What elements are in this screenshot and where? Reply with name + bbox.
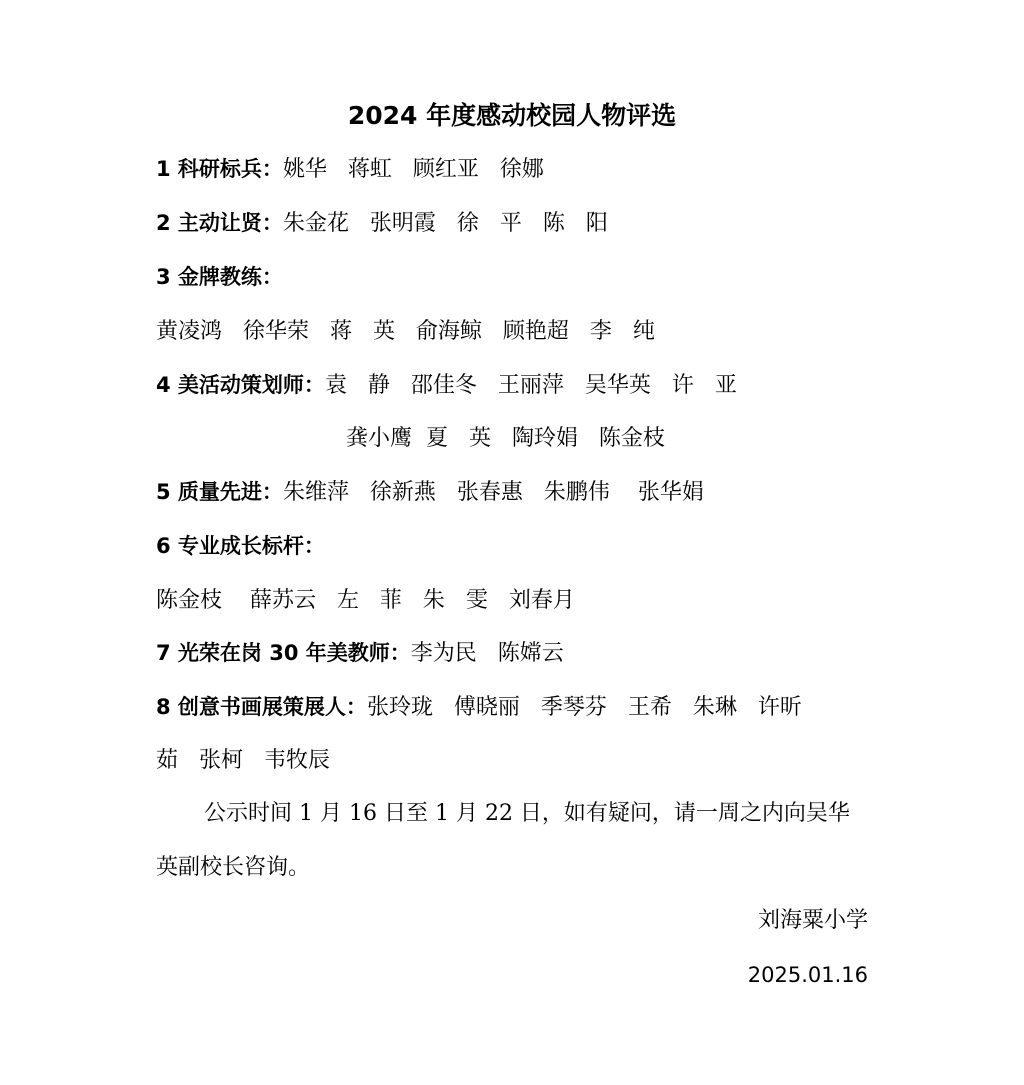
signature-date: 2025.01.16 [747,963,868,987]
list-item-6-names [156,584,876,617]
item-names: 茹 张柯 韦牧辰 [156,748,330,773]
item-names: 袁 静 邵佳冬 王丽萍 吴华英 许 亚 [324,373,737,398]
item-label: 5 质量先进： [156,480,283,504]
item-names: 龚小鹰 夏 英 陶玲娟 陈金枝 [346,426,665,451]
list-item-3 [156,261,876,294]
item-names: 张玲珑 傅晓丽 季琴芬 王希 朱琳 许昕 [366,695,802,720]
item-label: 6 专业成长标杆： [156,534,325,558]
list-item-8-continued [156,744,876,777]
item-label: 3 金牌教练： [156,265,283,289]
item-label: 4 美活动策划师： [156,373,325,397]
notice-line-1: 公示时间 1 月 16 日至 1 月 22 日，如有疑问，请一周之内向吴华 [204,801,850,826]
item-names: 李为民 陈嫦云 [410,641,564,666]
item-label: 8 创意书画展策展人： [156,695,367,719]
list-item-1 [156,153,876,186]
item-names: 姚华 蒋虹 顾红亚 徐娜 [282,157,544,182]
school-signature: 刘海粟小学 [757,908,868,933]
item-names: 陈金枝 薛苏云 左 菲 朱 雯 刘春月 [156,588,575,613]
page-title: 2024 年度感动校园人物评选 [347,101,677,130]
item-names: 黄凌鸿 徐华荣 蒋 英 俞海鲸 顾艳超 李 纯 [156,319,655,344]
list-item-2 [156,207,876,240]
list-item-8 [156,691,876,724]
list-item-3-names [156,315,876,348]
item-names: 朱维萍 徐新燕 张春惠 朱鹏伟 张华娟 [282,480,704,505]
list-item-6 [156,530,876,563]
list-item-4 [156,369,876,402]
item-label: 7 光荣在岗 30 年美教师： [156,641,411,665]
list-item-7 [156,637,876,670]
notice-line-2: 英副校长咨询。 [156,855,311,880]
item-label: 1 科研标兵： [156,157,283,181]
list-item-5 [156,476,876,509]
list-item-4-continued [156,422,1024,455]
item-names: 朱金花 张明霞 徐 平 陈 阳 [282,211,608,236]
item-label: 2 主动让贤： [156,211,283,235]
